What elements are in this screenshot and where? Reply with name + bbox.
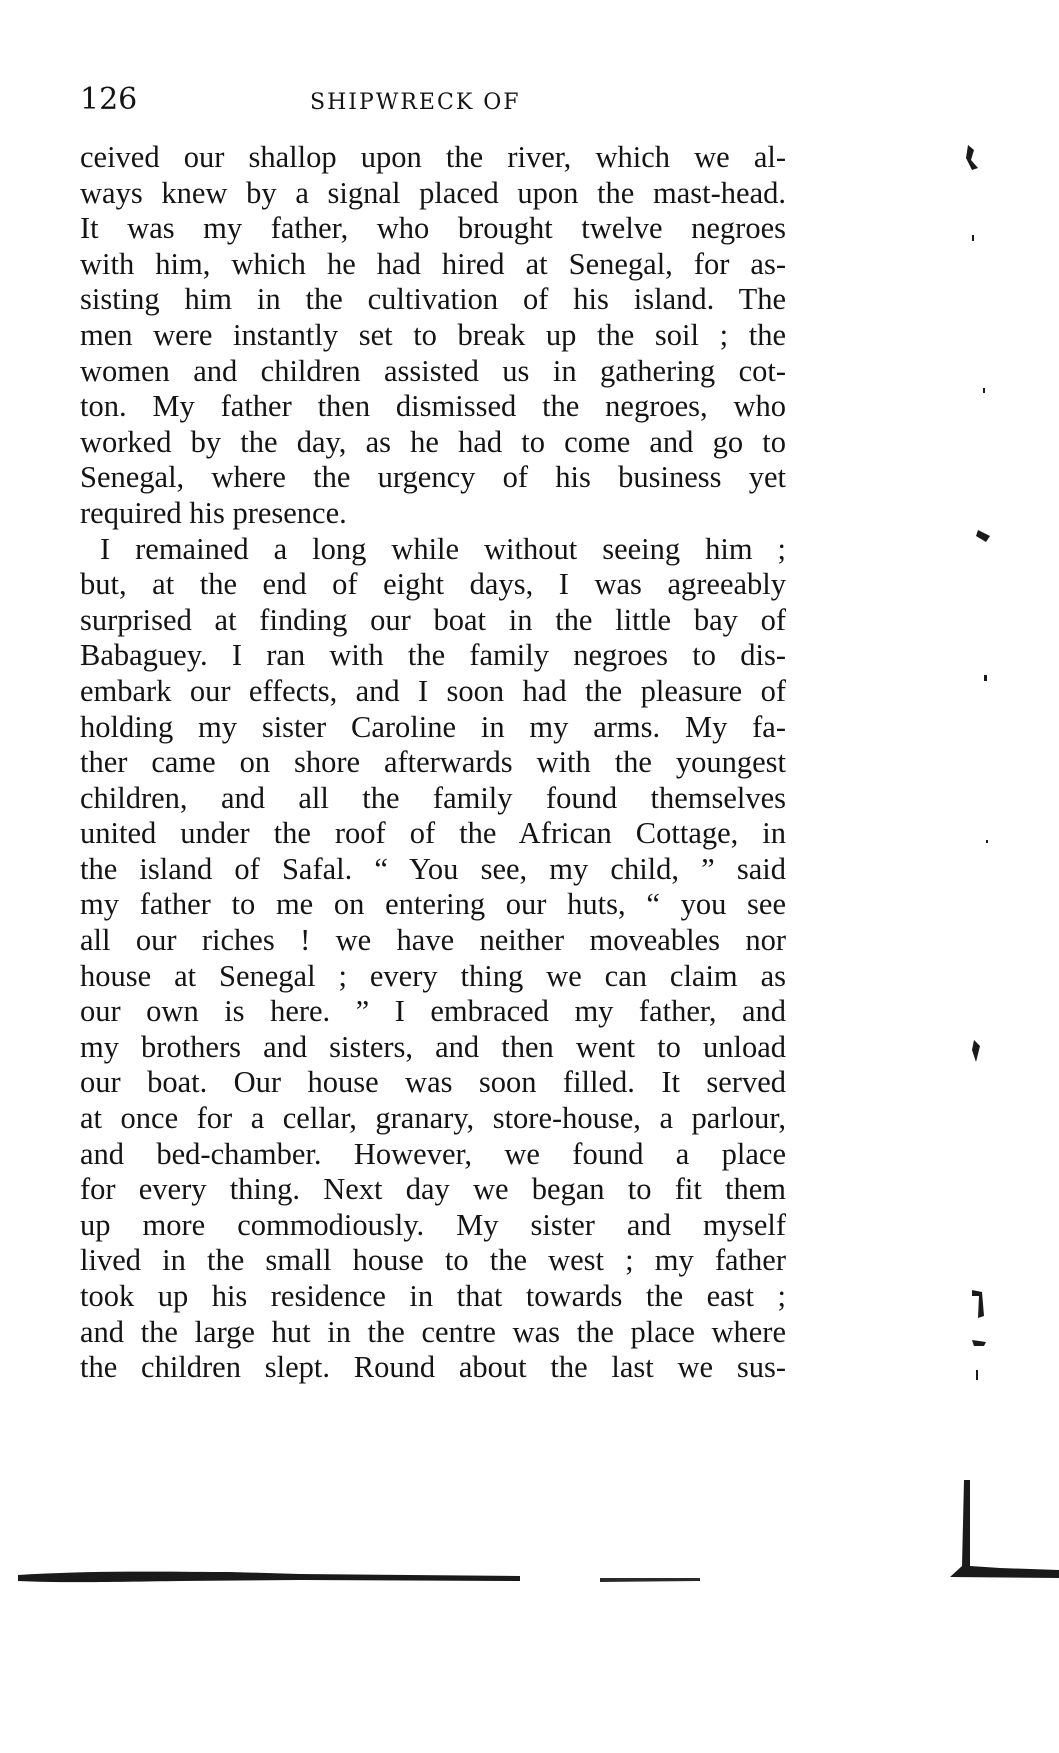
- paragraph-1: [80, 140, 786, 532]
- text-line: the island of Safal. “ You see, my child, ” said: [80, 851, 786, 886]
- text-line: holding my sister Caroline in my arms. My fa-: [80, 709, 786, 744]
- text-line: our own is here. ” I embraced my father, and: [80, 994, 786, 1029]
- text-line: my father to me on entering our huts, “ you see: [80, 887, 786, 922]
- paragraph-2: [80, 532, 786, 1386]
- page-number: 126: [80, 82, 138, 117]
- text-line: I remained a long while without seeing him ;: [100, 531, 786, 566]
- text-line: with him, which he had hired at Senegal, for as-: [80, 246, 786, 281]
- text-line: all our riches ! we have neither moveables nor: [80, 923, 786, 958]
- text-line: embark our effects, and I soon had the pleasure of: [80, 673, 786, 708]
- text-line: ways knew by a signal placed upon the mast-head.: [80, 175, 786, 210]
- text-line: and the large hut in the centre was the place where: [80, 1314, 786, 1349]
- text-line: ton. My father then dismissed the negroes, who: [80, 389, 786, 424]
- text-line: my brothers and sisters, and then went to unload: [80, 1029, 786, 1064]
- body-text: [80, 140, 786, 1386]
- text-line: our boat. Our house was soon filled. It served: [80, 1065, 786, 1100]
- text-line: for every thing. Next day we began to fit them: [80, 1172, 786, 1207]
- text-line: ther came on shore afterwards with the youngest: [80, 745, 786, 780]
- text-line: Babaguey. I ran with the family negroes to dis-: [80, 638, 786, 673]
- text-line: children, and all the family found themselves: [80, 780, 786, 815]
- text-line: united under the roof of the African Cottage, in: [80, 816, 786, 851]
- text-line: women and children assisted us in gathering cot-: [80, 353, 786, 388]
- text-line: sisting him in the cultivation of his island. The: [80, 282, 786, 317]
- running-head: SHIPWRECK OF: [310, 90, 521, 115]
- text-line: and bed-chamber. However, we found a place: [80, 1136, 786, 1171]
- text-line: worked by the day, as he had to come and go to: [80, 424, 786, 459]
- gutter-marks: [966, 145, 990, 1380]
- text-line: took up his residence in that towards the east ;: [80, 1279, 786, 1313]
- text-line: ceived our shallop upon the river, which we al-: [80, 140, 786, 174]
- text-line: up more commodiously. My sister and myself: [80, 1207, 786, 1242]
- text-line: surprised at finding our boat in the little bay of: [80, 602, 786, 637]
- text-line: It was my father, who brought twelve negroes: [80, 211, 786, 246]
- bottom-edge-smudge: [18, 1480, 1059, 1582]
- text-line: Senegal, where the urgency of his business yet: [80, 460, 786, 495]
- text-line: but, at the end of eight days, I was agreeably: [80, 567, 786, 602]
- text-line: required his presence.: [80, 495, 347, 530]
- text-line: house at Senegal ; every thing we can claim as: [80, 958, 786, 993]
- text-line: the children slept. Round about the last we sus-: [80, 1350, 786, 1385]
- text-line: at once for a cellar, granary, store-house, a parlour,: [80, 1101, 786, 1136]
- text-line: men were instantly set to break up the soil ; the: [80, 317, 786, 352]
- text-line: lived in the small house to the west ; my father: [80, 1243, 786, 1278]
